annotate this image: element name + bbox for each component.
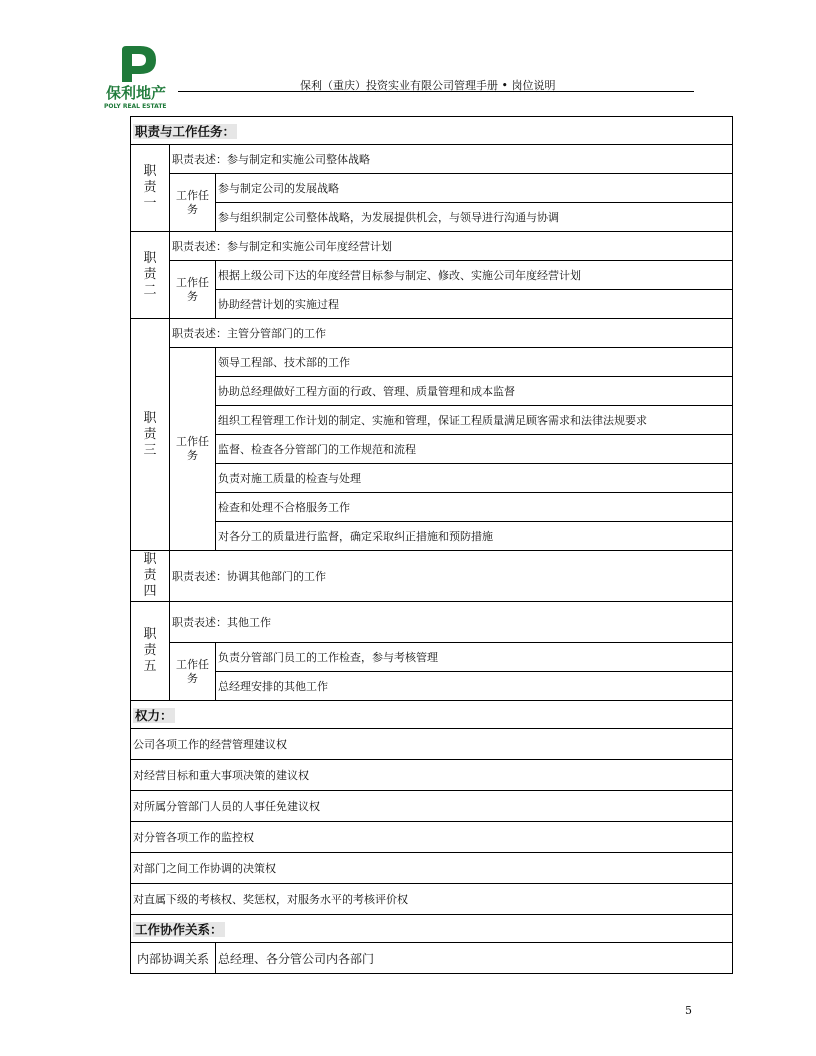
coop-section-title: 工作协作关系： — [131, 915, 733, 943]
duty-1-task-label: 工作任务 — [170, 174, 216, 232]
power-item: 公司各项工作的经营管理建议权 — [131, 729, 733, 760]
duty-5-statement: 职责表述：其他工作 — [170, 602, 733, 643]
power-item: 对经营目标和重大事项决策的建议权 — [131, 760, 733, 791]
header-divider — [178, 91, 694, 92]
duty-2-label: 职责二 — [131, 232, 170, 319]
duty-3-label: 职责三 — [131, 319, 170, 551]
duty-2-task: 根据上级公司下达的年度经营目标参与制定、修改、实施公司年度经营计划 — [216, 261, 733, 290]
power-item: 对分管各项工作的监控权 — [131, 822, 733, 853]
duty-3-task: 负责对施工质量的检查与处理 — [216, 464, 733, 493]
duty-1-statement: 职责表述：参与制定和实施公司整体战略 — [170, 145, 733, 174]
duty-5-task: 负责分管部门员工的工作检查，参与考核管理 — [216, 643, 733, 672]
duty-1-label: 职责一 — [131, 145, 170, 232]
duty-3-task: 协助总经理做好工程方面的行政、管理、质量管理和成本监督 — [216, 377, 733, 406]
duty-3-task: 组织工程管理工作计划的制定、实施和管理，保证工程质量满足顾客需求和法律法规要求 — [216, 406, 733, 435]
logo-english-text: POLY REAL ESTATE — [104, 103, 167, 110]
duty-3-task: 领导工程部、技术部的工作 — [216, 348, 733, 377]
duty-3-task: 检查和处理不合格服务工作 — [216, 493, 733, 522]
page-number: 5 — [685, 1004, 692, 1017]
duty-2-task: 协助经营计划的实施过程 — [216, 290, 733, 319]
power-item: 对所属分管部门人员的人事任免建议权 — [131, 791, 733, 822]
internal-coop-value: 总经理、各分管公司内各部门 — [216, 943, 733, 974]
duty-3-task: 监督、检查各分管部门的工作规范和流程 — [216, 435, 733, 464]
duty-5-task: 总经理安排的其他工作 — [216, 672, 733, 701]
duty-1-task: 参与制定公司的发展战略 — [216, 174, 733, 203]
duty-3-task: 对各分工的质量进行监督，确定采取纠正措施和预防措施 — [216, 522, 733, 551]
logo-chinese-text: 保利地产 — [106, 84, 167, 102]
poly-logo-icon — [118, 46, 158, 82]
duty-3-task-label: 工作任务 — [170, 348, 216, 551]
document-title: 保利（重庆）投资实业有限公司管理手册 • 岗位说明 — [300, 79, 556, 92]
power-item: 对部门之间工作协调的决策权 — [131, 853, 733, 884]
duty-2-statement: 职责表述：参与制定和实施公司年度经营计划 — [170, 232, 733, 261]
duty-2-task-label: 工作任务 — [170, 261, 216, 319]
job-description-table — [130, 116, 733, 974]
power-item: 对直属下级的考核权、奖惩权，对服务水平的考核评价权 — [131, 884, 733, 915]
internal-coop-label: 内部协调关系 — [131, 943, 216, 974]
power-section-title: 权力： — [131, 701, 733, 729]
duties-section-title: 职责与工作任务： — [131, 117, 733, 145]
duty-1-task: 参与组织制定公司整体战略，为发展提供机会，与领导进行沟通与协调 — [216, 203, 733, 232]
company-logo — [104, 46, 176, 114]
duty-4-statement: 职责表述：协调其他部门的工作 — [170, 551, 733, 602]
duty-5-label: 职责五 — [131, 602, 170, 701]
duty-5-task-label: 工作任务 — [170, 643, 216, 701]
duty-4-label: 职责四 — [131, 551, 170, 602]
duty-3-statement: 职责表述：主管分管部门的工作 — [170, 319, 733, 348]
